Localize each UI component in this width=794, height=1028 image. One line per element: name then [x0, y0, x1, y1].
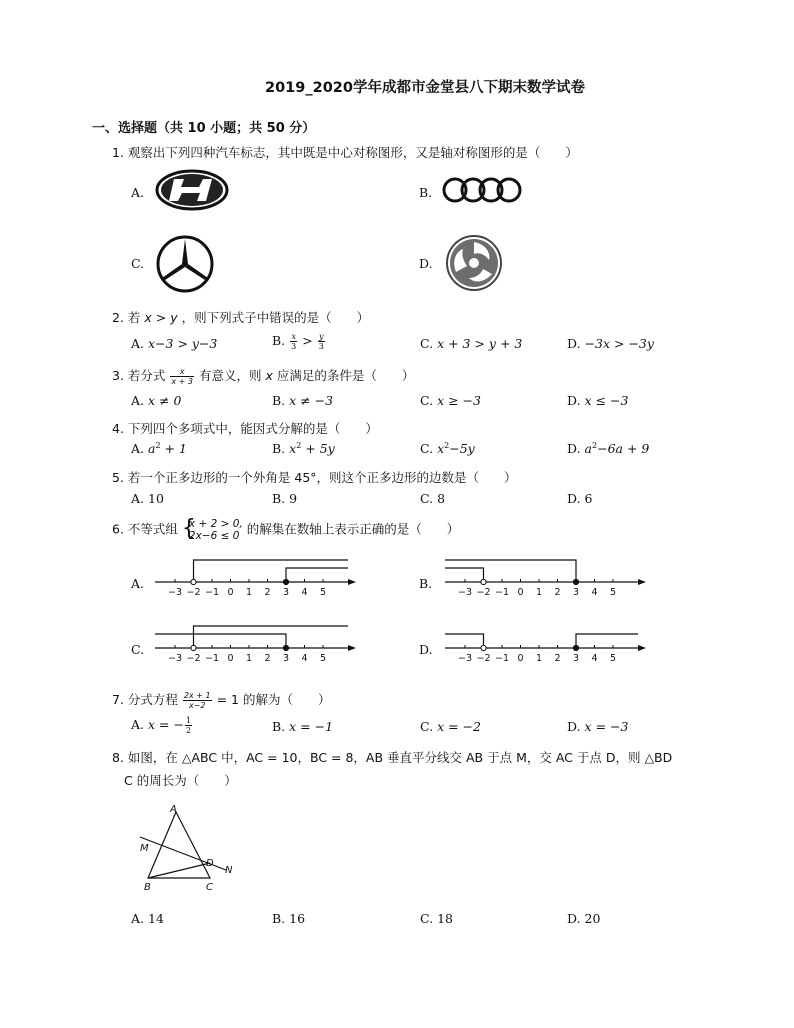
tick-label: −2	[186, 653, 201, 664]
solution-ray	[286, 568, 348, 582]
tick-label: 3	[282, 587, 290, 598]
tick-label: −1	[494, 587, 510, 598]
page-title: 2019_2020学年成都市金堂县八下期末数学试卷	[265, 80, 585, 96]
tick-label: 0	[517, 587, 524, 598]
tick-label: 5	[609, 587, 617, 598]
q5-option-d: D. 6	[567, 491, 593, 506]
q3-option-c: C. x ≥ −3	[420, 393, 481, 408]
tick-label: −3	[167, 587, 183, 598]
inequality-system: { x + 2 > 0, 2x−6 ≤ 0	[181, 516, 243, 542]
tick-label: 2	[264, 653, 271, 664]
q8-option-a: A. 14	[131, 911, 164, 926]
point-n: N	[225, 865, 233, 876]
q5-option-a: A. 10	[131, 491, 164, 506]
number-line-a	[150, 552, 360, 602]
closed-point	[573, 645, 578, 650]
audi-logo-icon	[441, 176, 523, 204]
q6-label-d: D.	[419, 642, 433, 657]
number-line-b	[440, 552, 650, 602]
arrow-icon	[348, 579, 356, 585]
q2-option-b: B. $\frac{x}{3}$ > $\frac{y}{3}$	[272, 332, 324, 351]
question-2-stem: 2. 若 x > y ，则下列式子中错误的是（ ）	[112, 310, 370, 325]
tick-label: −2	[476, 587, 491, 598]
question-6-stem: 6. 不等式组 { x + 2 > 0, 2x−6 ≤ 0 的解集在数轴上表示正确的是（ ）	[112, 516, 460, 542]
q8-option-d: D. 20	[567, 911, 601, 926]
q1-label-b: B.	[419, 185, 433, 200]
tick-label: 0	[517, 653, 524, 664]
pinwheel-logo-icon	[445, 234, 503, 292]
q2-option-d: D. −3x > −3y	[567, 336, 654, 351]
arrow-icon	[348, 645, 356, 651]
q6-label-b: B.	[419, 576, 433, 591]
closed-point	[283, 645, 288, 650]
q1-label-a: A.	[131, 185, 145, 200]
q1-label-c: C.	[131, 256, 145, 271]
arrow-icon	[638, 645, 646, 651]
tick-label: 2	[554, 653, 561, 664]
question-4-stem: 4. 下列四个多项式中，能因式分解的是（ ）	[112, 421, 378, 436]
question-8-stem-line2: C 的周长为（ ）	[124, 773, 237, 788]
triangle-figure	[130, 800, 240, 895]
tick-label: −3	[457, 653, 473, 664]
open-point	[481, 579, 486, 584]
q4-option-b: B. $x^2 + 5y$	[272, 441, 335, 457]
q2-option-a: A. x−3 > y−3	[131, 336, 218, 351]
q4-option-a: A. $a^2 + 1$	[131, 441, 187, 457]
tick-label: −2	[186, 587, 201, 598]
question-7-stem: 7. 分式方程 $\frac{2x + 1}{x-2}$ = 1 的解为（ ）	[112, 691, 331, 710]
q1-label-d: D.	[419, 256, 433, 271]
tick-label: 2	[554, 587, 561, 598]
solution-ray	[445, 560, 576, 582]
point-c: C	[206, 882, 213, 893]
tick-label: −3	[457, 587, 473, 598]
q3-option-b: B. x ≠ −3	[272, 393, 334, 408]
tick-label: −3	[167, 653, 183, 664]
solution-ray	[445, 568, 484, 582]
tick-label: 3	[282, 653, 290, 664]
point-b: B	[144, 882, 151, 893]
closed-point	[283, 579, 288, 584]
q6-label-a: A.	[131, 576, 145, 591]
tick-label: 5	[319, 587, 327, 598]
open-point	[191, 579, 196, 584]
arrow-icon	[638, 579, 646, 585]
tick-label: −1	[494, 653, 510, 664]
tick-label: 3	[572, 653, 580, 664]
q7-option-c: C. x = −2	[420, 719, 481, 734]
tick-label: 0	[227, 587, 234, 598]
point-d: D	[206, 858, 214, 869]
q3-option-d: D. x ≤ −3	[567, 393, 629, 408]
tick-label: 4	[591, 653, 598, 664]
tick-label: 4	[301, 587, 308, 598]
q3-option-a: A. x ≠ 0	[131, 393, 182, 408]
tick-label: 4	[301, 653, 308, 664]
tick-label: 1	[245, 653, 253, 664]
hyundai-logo-icon	[154, 168, 230, 212]
question-8-stem-line1: 8. 如图，在 △ABC 中，AC = 10，BC = 8，AB 垂直平分线交 AB 于点 M，交 AC 于点 D，则 △BD	[112, 750, 673, 765]
point-m: M	[140, 843, 149, 854]
q7-option-a: A. x = − $\frac{1}{2}$	[131, 716, 192, 735]
tick-label: 5	[609, 653, 617, 664]
mercedes-logo-icon	[155, 234, 215, 294]
closed-point	[573, 579, 578, 584]
q8-option-b: B. 16	[272, 911, 306, 926]
q2-condition: x > y	[144, 310, 178, 325]
q6-label-c: C.	[131, 642, 145, 657]
q5-option-b: B. 9	[272, 491, 298, 506]
open-point	[191, 645, 196, 650]
q7-option-b: B. x = −1	[272, 719, 334, 734]
tick-label: 4	[591, 587, 598, 598]
q4-option-c: C. $x^2-5y$	[420, 441, 475, 457]
solution-ray	[194, 626, 349, 648]
solution-ray	[445, 634, 484, 648]
section-header: 一、选择题（共 10 小题；共 50 分）	[92, 121, 316, 136]
q2-option-c: C. x + 3 > y + 3	[420, 336, 523, 351]
question-1-stem: 1. 观察出下列四种汽车标志，其中既是中心对称图形，又是轴对称图形的是（ ）	[112, 145, 578, 160]
open-point	[481, 645, 486, 650]
question-3-stem: 3. 若分式 $\frac{x}{x + 3}$ 有意义，则 x 应满足的条件是（ ）	[112, 367, 415, 386]
tick-label: 1	[535, 587, 543, 598]
tick-label: 1	[245, 587, 253, 598]
tick-label: −1	[204, 587, 220, 598]
q7-option-d: D. x = −3	[567, 719, 629, 734]
point-a: A	[170, 804, 177, 815]
tick-label: 5	[319, 653, 327, 664]
question-5-stem: 5. 若一个正多边形的一个外角是 45°，则这个正多边形的边数是（ ）	[112, 470, 517, 485]
number-line-d	[440, 618, 650, 668]
number-line-c	[150, 618, 360, 668]
tick-label: 3	[572, 587, 580, 598]
tick-label: 0	[227, 653, 234, 664]
q8-option-c: C. 18	[420, 911, 453, 926]
tick-label: −1	[204, 653, 220, 664]
q5-option-c: C. 8	[420, 491, 446, 506]
tick-label: 1	[535, 653, 543, 664]
solution-ray	[194, 560, 349, 582]
solution-ray	[576, 634, 638, 648]
tick-label: 2	[264, 587, 271, 598]
tick-label: −2	[476, 653, 491, 664]
q4-option-d: D. $a^2-6a + 9$	[567, 441, 650, 457]
